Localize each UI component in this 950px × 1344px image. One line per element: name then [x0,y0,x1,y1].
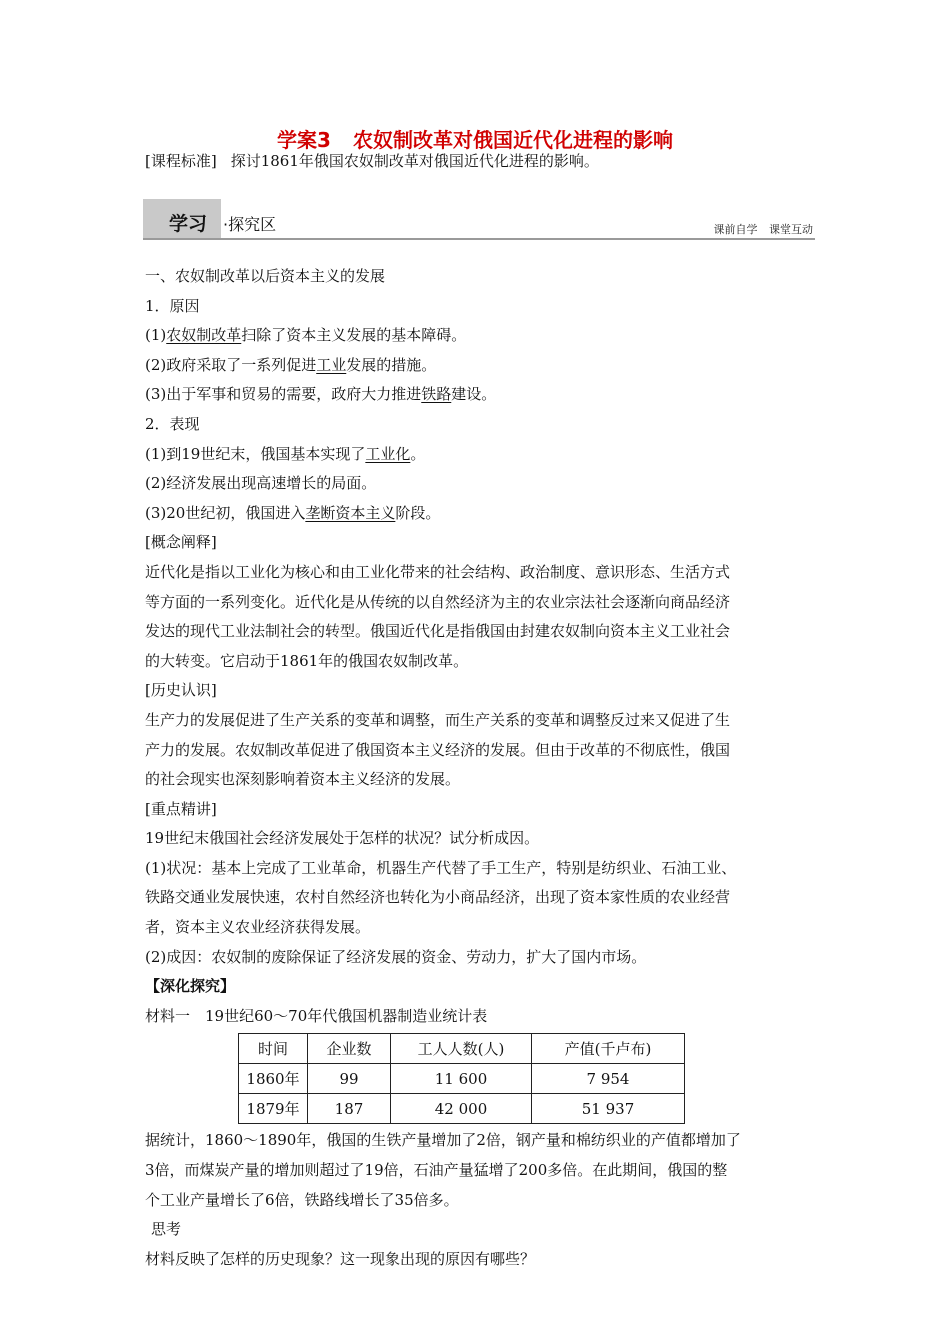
standard-text: 探讨1861年俄国农奴制改革对俄国近代化进程的影响。 [230,152,599,170]
statistics-line: 3倍，而煤炭产量的增加则超过了19倍，石油产量猛增了200多倍。在此期间，俄国的整 [145,1161,728,1180]
section-banner [143,199,815,240]
title-prefix: 学案3 [277,128,331,152]
page-title [0,124,950,153]
performance-item: (2)经济发展出现高速增长的局面。 [145,474,377,493]
table-row [239,1094,685,1124]
key-line: 者，资本主义农业经济获得发展。 [145,918,371,937]
statistics-line: 据统计，1860～1890年，俄国的生铁产量增加了2倍，钢产量和棉纺织业的产值都增加了 [145,1131,741,1150]
banner-sub-label: ·探究区 [223,215,277,234]
concept-line: 的大转变。它启动于1861年的俄国农奴制改革。 [145,651,469,670]
table-header-cell: 工人人数(人) [391,1034,532,1064]
answer-blank: 工业 [316,355,347,374]
section-heading: 一、农奴制改革以后资本主义的发展 [145,267,386,285]
key-line: (1)状况：基本上完成了工业革命，机器生产代替了手工生产，特别是纺织业、石油工业、 [145,858,737,877]
statistics-table [238,1033,685,1124]
answer-blank: 工业化 [365,444,411,463]
table-cell: 187 [308,1094,391,1124]
table-header-cell: 时间 [239,1034,308,1064]
table-cell: 1860年 [239,1064,308,1094]
table-header-cell: 企业数 [308,1034,391,1064]
performance-heading: 2．表现 [145,414,200,433]
key-line: 铁路交通业发展快速，农村自然经济也转化为小商品经济，出现了资本家性质的农业经营 [145,888,731,907]
key-label: [重点精讲] [145,799,217,818]
answer-blank: 铁路 [421,385,452,404]
history-label: [历史认识] [145,681,217,700]
answer-blank: 农奴制改革 [166,326,242,345]
banner-divider [143,238,815,240]
cause-heading: 1．原因 [145,296,200,315]
document-body [145,262,815,1274]
think-label: 思考 [151,1220,182,1239]
standard-label: [课程标准] [145,152,217,170]
table-cell: 11 600 [391,1064,532,1094]
cause-item: (2)政府采取了一系列促进工业发展的措施。 [145,355,437,374]
performance-item: (1)到19世纪末，俄国基本实现了工业化。 [145,444,426,463]
concept-line: 发达的现代工业法制社会的转型。俄国近代化是指俄国由封建农奴制向资本主义工业社会 [145,622,731,641]
key-line: 19世纪末俄国社会经济发展处于怎样的状况？试分析成因。 [145,829,540,848]
concept-line: 等方面的一系列变化。近代化是从传统的以自然经济为主的农业宗法社会逐渐向商品经济 [145,592,731,611]
answer-blank: 垄断资本主义 [305,503,396,522]
history-line: 生产力的发展促进了生产关系的变革和调整，而生产关系的变革和调整反过来又促进了生 [145,710,731,729]
banner-main-label: 学习 [169,213,208,235]
table-header-cell: 产值(千卢布) [532,1034,685,1064]
concept-line: 近代化是指以工业化为核心和由工业化带来的社会结构、政治制度、意识形态、生活方式 [145,562,731,581]
concept-label: [概念阐释] [145,533,217,552]
history-line: 的社会现实也深刻影响着资本主义经济的发展。 [145,770,461,789]
table-cell: 99 [308,1064,391,1094]
question-text: 材料反映了怎样的历史现象？这一现象出现的原因有哪些？ [145,1249,536,1268]
deep-inquiry-label: 【深化探究】 [145,977,236,996]
curriculum-standard [145,150,599,171]
cause-item: (1)农奴制改革扫除了资本主义发展的基本障碍。 [145,326,467,345]
statistics-line: 个工业产量增长了6倍，铁路线增长了35倍多。 [145,1190,459,1209]
table-cell: 51 937 [532,1094,685,1124]
key-line: (2)成因：农奴制的废除保证了经济发展的资金、劳动力，扩大了国内市场。 [145,947,647,966]
banner-right-label: 课前自学 课堂互动 [713,223,813,236]
performance-item: (3)20世纪初，俄国进入垄断资本主义阶段。 [145,503,441,522]
table-row [239,1064,685,1094]
title-main: 农奴制改革对俄国近代化进程的影响 [352,128,673,152]
table-cell: 42 000 [391,1094,532,1124]
cause-item: (3)出于军事和贸易的需要，政府大力推进铁路建设。 [145,385,497,404]
table-cell: 7 954 [532,1064,685,1094]
table-cell: 1879年 [239,1094,308,1124]
material-caption: 材料一 19世纪60～70年代俄国机器制造业统计表 [145,1006,488,1025]
table-header-row [239,1034,685,1064]
history-line: 产力的发展。农奴制改革促进了俄国资本主义经济的发展。但由于改革的不彻底性，俄国 [145,740,731,759]
